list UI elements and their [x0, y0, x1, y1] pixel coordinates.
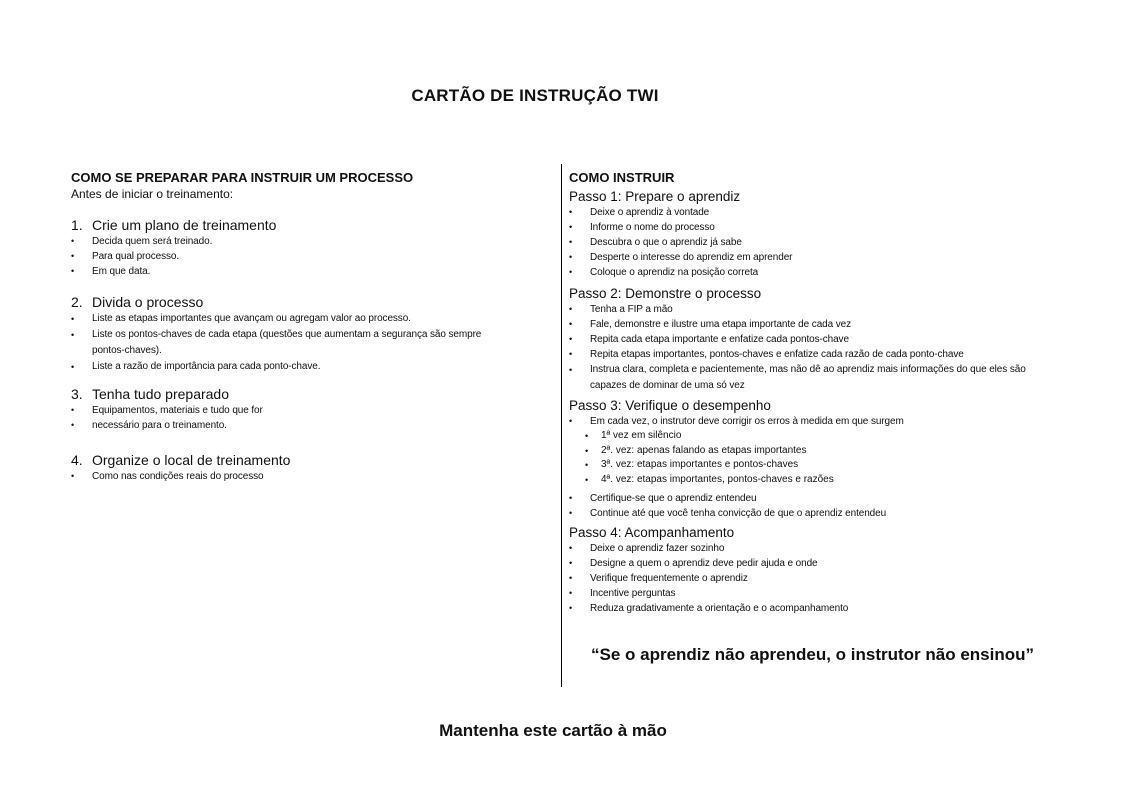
footer-note: Mantenha este cartão à mão	[439, 721, 667, 740]
instruct-step-1	[569, 188, 1049, 280]
instruct-step-3	[569, 397, 1049, 521]
list-item: • Fale, demonstre e ilustre uma etapa importante de cada vez	[569, 317, 1039, 332]
list-item: • Decida quem será treinado.	[71, 234, 541, 249]
instruct-section	[569, 169, 1049, 616]
list-item: • Informe o nome do processo	[569, 220, 1049, 235]
instructor-quote: “Se o aprendiz não aprendeu, o instrutor não ensinou”	[591, 645, 1034, 664]
list-item: • Em que data.	[71, 264, 541, 279]
step-number: 3.	[71, 386, 83, 402]
list-item: • Deixe o aprendiz à vontade	[569, 205, 1049, 220]
list-item: • Liste os pontos-chaves de cada etapa (questões que aumentam a segurança são sempre pontos-chaves).	[71, 327, 491, 359]
step-bullets	[71, 403, 541, 433]
list-item: • Incentive perguntas	[569, 586, 1049, 601]
step-label: Passo 4: Acompanhamento	[569, 525, 735, 540]
prepare-step-4	[71, 451, 541, 484]
step-bullets	[71, 234, 541, 279]
list-item: • Desperte o interesse do aprendiz em aprender	[569, 250, 1049, 265]
column-divider	[561, 164, 562, 687]
step-bullets	[569, 414, 1049, 429]
step-bullets	[569, 205, 1049, 280]
list-item: • Como nas condições reais do processo	[71, 469, 541, 484]
instruct-step-4	[569, 524, 1049, 616]
list-item: • Descubra o que o aprendiz já sabe	[569, 235, 1049, 250]
sub-list-item: • 3ª. vez: etapas importantes e pontos-chaves	[585, 458, 1049, 473]
list-item: • Verifique frequentemente o aprendiz	[569, 571, 1049, 586]
list-item: • Para qual processo.	[71, 249, 541, 264]
step-label: Divida o processo	[92, 294, 204, 310]
step-label: Tenha tudo preparado	[92, 386, 229, 402]
step-number: 4.	[71, 452, 83, 468]
prepare-step-1	[71, 216, 541, 279]
list-item: • Certifique-se que o aprendiz entendeu	[569, 491, 1049, 506]
prepare-heading: COMO SE PREPARAR PARA INSTRUIR UM PROCESSO	[71, 170, 414, 185]
step-bullets	[71, 311, 491, 375]
list-item: • Repita cada etapa importante e enfatize cada pontos-chave	[569, 332, 1039, 347]
step-bullets	[569, 302, 1039, 394]
list-item: • Instrua clara, completa e pacientemente, mas não dê ao aprendiz mais informações do que eles são capazes de dominar de uma só vez	[569, 362, 1039, 394]
sub-list-item: • 2ª. vez: apenas falando as etapas importantes	[585, 444, 1049, 459]
sub-list-item: • 1ª vez em silêncio	[585, 429, 1049, 444]
list-item: • Deixe o aprendiz fazer sozinho	[569, 541, 1049, 556]
step-number: 1.	[71, 217, 83, 233]
step-bullets	[569, 491, 1049, 521]
step-label: Passo 3: Verifique o desempenho	[569, 398, 771, 413]
step-label: Crie um plano de treinamento	[92, 217, 277, 233]
list-item: • Tenha a FIP a mão	[569, 302, 1039, 317]
step-label: Organize o local de treinamento	[92, 452, 291, 468]
card-title: CARTÃO DE INSTRUÇÃO TWI	[411, 86, 659, 105]
list-item: • Continue até que você tenha convicção de que o aprendiz entendeu	[569, 506, 1049, 521]
step-number: 2.	[71, 294, 83, 310]
list-item: • Liste as etapas importantes que avançam ou agregam valor ao processo.	[71, 311, 491, 327]
instruct-step-2	[569, 285, 1049, 394]
sub-bullets	[569, 429, 1049, 487]
list-item: • Designe a quem o aprendiz deve pedir ajuda e onde	[569, 556, 1049, 571]
step-bullets	[71, 469, 541, 484]
instruct-heading: COMO INSTRUIR	[569, 170, 675, 185]
list-item: • Repita etapas importantes, pontos-chaves e enfatize cada razão de cada ponto-chave	[569, 347, 1039, 362]
sub-list-item: • 4ª. vez: etapas importantes, pontos-chaves e razões	[585, 473, 1049, 488]
prepare-section	[71, 169, 541, 484]
prepare-intro: Antes de iniciar o treinamento:	[71, 187, 234, 201]
step-label: Passo 2: Demonstre o processo	[569, 286, 762, 301]
list-item: • Equipamentos, materiais e tudo que for	[71, 403, 541, 418]
list-item: • Reduza gradativamente a orientação e o acompanhamento	[569, 601, 1049, 616]
prepare-step-3	[71, 385, 541, 433]
list-item: • Coloque o aprendiz na posição correta	[569, 265, 1049, 280]
list-item: • Em cada vez, o instrutor deve corrigir os erros à medida em que surgem	[569, 414, 1049, 429]
step-bullets	[569, 541, 1049, 616]
list-item: • necessário para o treinamento.	[71, 418, 541, 433]
list-item: • Liste a razão de importância para cada ponto-chave.	[71, 359, 491, 375]
step-label: Passo 1: Prepare o aprendiz	[569, 189, 741, 204]
prepare-step-2	[71, 293, 541, 375]
